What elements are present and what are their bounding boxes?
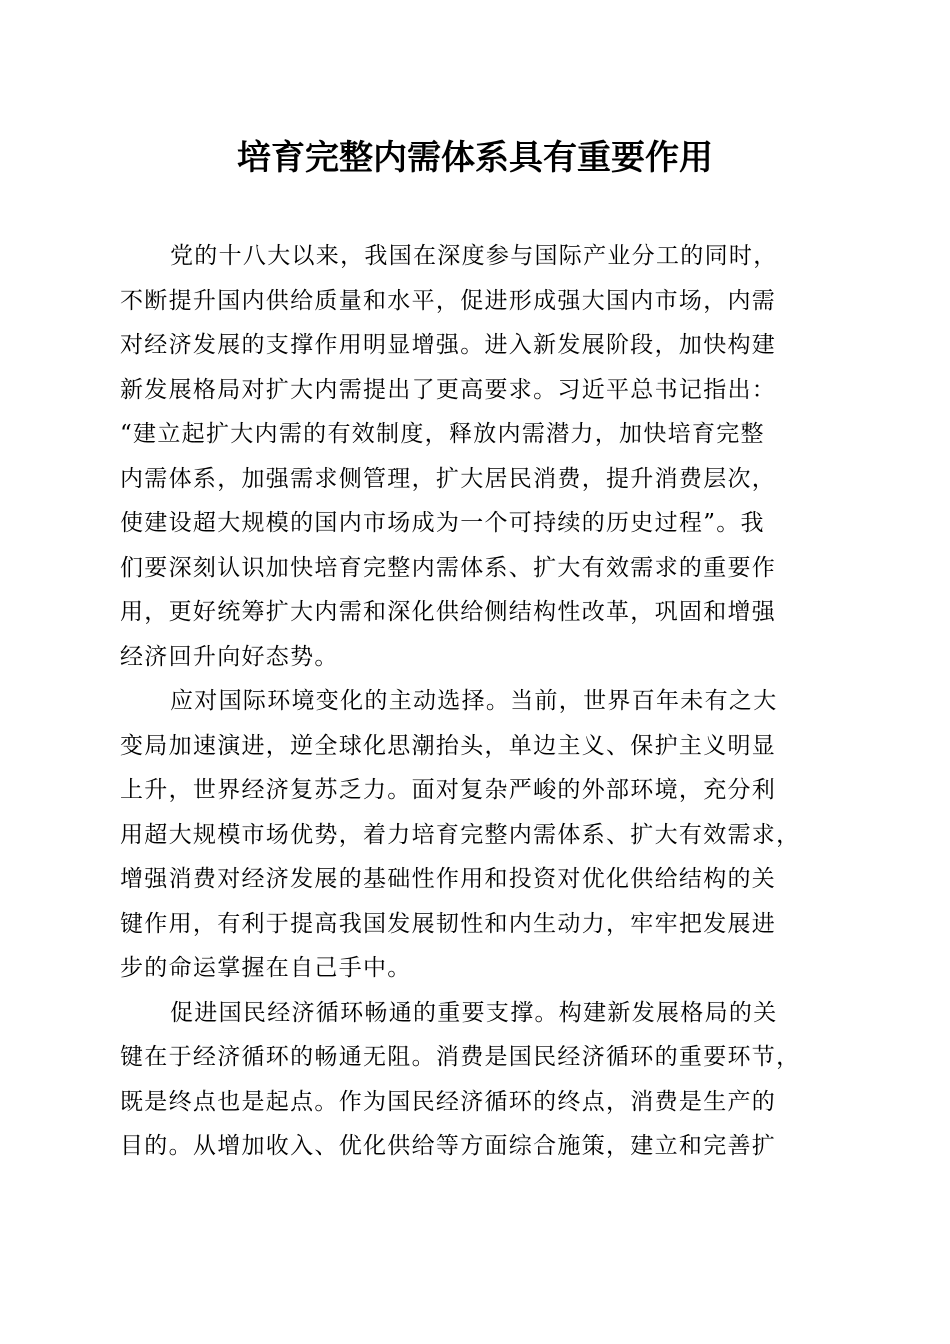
text-line: 用超大规模市场优势，着力培育完整内需体系、扩大有效需求， — [120, 821, 801, 848]
text-line: 经济回升向好态势。 — [120, 643, 339, 670]
paragraph-1 — [120, 234, 826, 679]
text-line: 党的十八大以来，我国在深度参与国际产业分工的同时， — [170, 243, 778, 269]
text-line: 变局加速演进，逆全球化思潮抬头，单边主义、保护主义明显 — [120, 732, 777, 759]
text-line: 使建设超大规模的国内市场成为一个可持续的历史过程”。我 — [120, 510, 765, 536]
text-line: 增强消费对经济发展的基础性作用和投资对优化供给结构的关 — [120, 866, 777, 892]
text-line: 步的命运掌握在自己手中。 — [120, 955, 412, 981]
paragraph-2 — [120, 679, 826, 991]
text-line: 不断提升国内供给质量和水平，促进形成强大国内市场，内需 — [120, 287, 777, 314]
text-line: 用，更好统筹扩大内需和深化供给侧结构性改革，巩固和增强 — [120, 599, 777, 625]
text-line: 既是终点也是起点。作为国民经济循环的终点，消费是生产的 — [120, 1088, 777, 1115]
text-line: 促进国民经济循环畅通的重要支撑。构建新发展格局的关 — [170, 999, 778, 1026]
document-body — [120, 234, 826, 1169]
text-line: 上升，世界经济复苏乏力。面对复杂严峻的外部环境，充分利 — [120, 777, 777, 803]
text-line: “建立起扩大内需的有效制度，释放内需潜力，加快培育完整 — [120, 421, 765, 447]
text-line: 内需体系，加强需求侧管理，扩大居民消费，提升消费层次， — [120, 465, 777, 492]
text-line: 应对国际环境变化的主动选择。当前，世界百年未有之大 — [170, 688, 778, 714]
paragraph-3 — [120, 991, 826, 1169]
text-line: 键作用，有利于提高我国发展韧性和内生动力，牢牢把发展进 — [120, 910, 777, 937]
document-title: 培育完整内需体系具有重要作用 — [237, 138, 713, 178]
text-line: 键在于经济循环的畅通无阻。消费是国民经济循环的重要环节， — [120, 1044, 801, 1070]
text-line: 们要深刻认识加快培育完整内需体系、扩大有效需求的重要作 — [120, 554, 777, 581]
text-line: 新发展格局对扩大内需提出了更高要求。习近平总书记指出： — [120, 376, 777, 403]
text-line: 目的。从增加收入、优化供给等方面综合施策，建立和完善扩 — [120, 1133, 777, 1159]
text-line: 对经济发展的支撑作用明显增强。进入新发展阶段，加快构建 — [120, 332, 777, 358]
